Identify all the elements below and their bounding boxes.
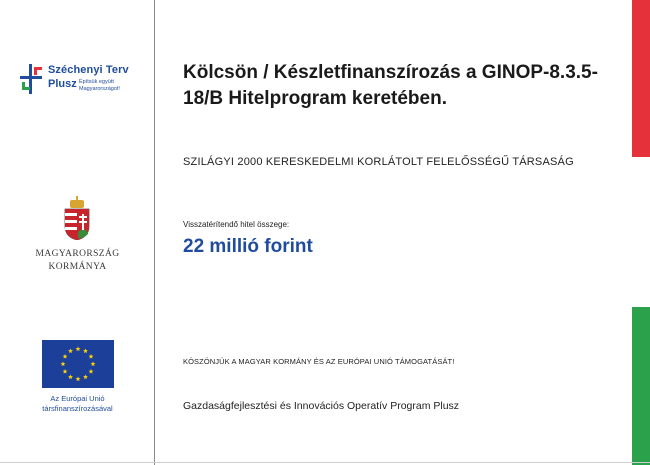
loan-label: Visszatérítendő hitel összege: (183, 220, 290, 229)
logo-column (0, 0, 155, 465)
green-stripe (632, 307, 650, 465)
page-title: Kölcsön / Készletfinanszírozás a GINOP-8.3.5-18/B Hitelprogram keretében. (183, 62, 598, 109)
thanks-text: KÖSZÖNJÜK A MAGYAR KORMÁNY ÉS AZ EURÓPAI UNIÓ TÁMOGATÁSÁT! (183, 357, 455, 366)
company-name: SZILÁGYI 2000 KERESKEDELMI KORLÁTOLT FELELŐSSÉGŰ TÁRSASÁG (183, 156, 574, 168)
government-name-line1: MAGYARORSZÁG (35, 249, 120, 259)
hungarian-coat-of-arms-icon (62, 196, 92, 240)
program-name: Gazdaságfejlesztési és Innovációs Operatív Program Plusz (183, 400, 460, 412)
eu-flag-icon (42, 340, 114, 388)
bottom-border (0, 462, 650, 463)
vertical-divider (154, 0, 155, 465)
szechenyi-tagline: Építsük együtt Magyarországot! (79, 79, 120, 92)
loan-amount: 22 millió forint (183, 236, 313, 257)
szechenyi-title: Széchenyi Terv (48, 64, 129, 76)
szechenyi-logo (20, 64, 140, 114)
eu-caption-line1: Az Európai Unió (50, 394, 105, 403)
szechenyi-cross-icon (20, 64, 44, 94)
eu-caption-line2: társfinanszírozásával (42, 404, 113, 413)
szechenyi-subtitle: Plusz (48, 78, 77, 90)
red-stripe (632, 0, 650, 157)
government-name-line2: KORMÁNYA (48, 262, 107, 272)
